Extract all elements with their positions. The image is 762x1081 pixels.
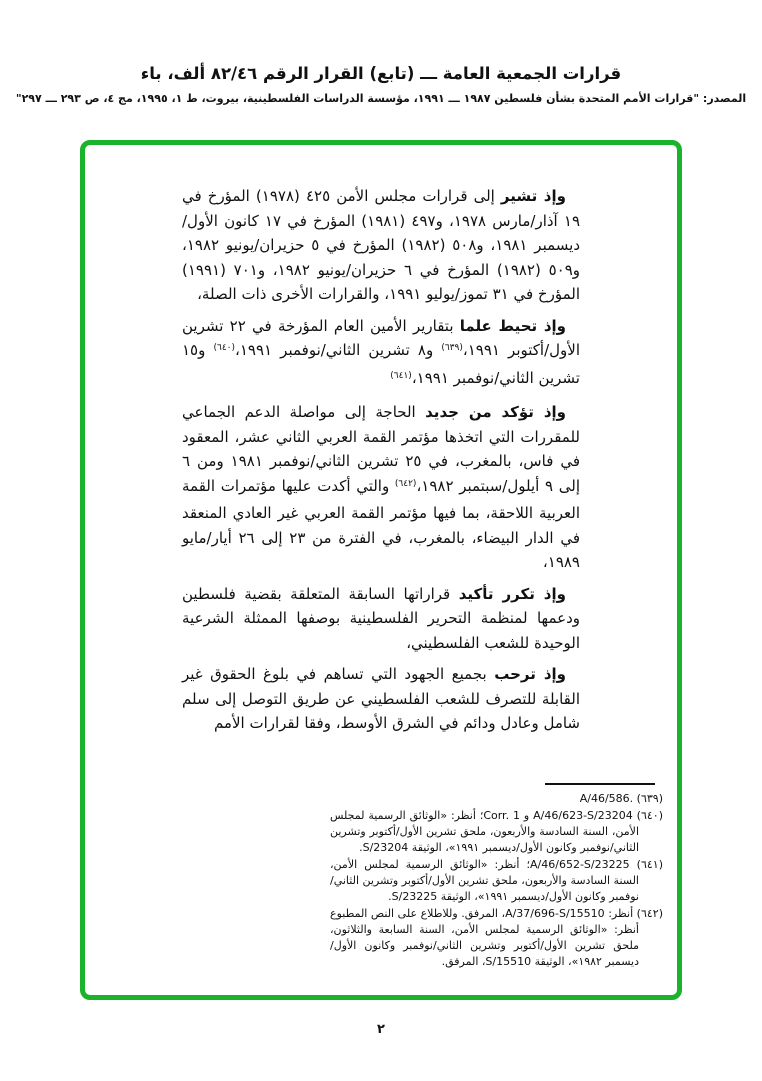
footnote-item: (٦٣٩) A/46/586. <box>579 792 663 805</box>
footnote-ref-marker: (٦٤٢) <box>394 478 417 489</box>
preamble-paragraph: وإذ تؤكد من جديد الحاجة إلى مواصلة الدعم الجماعي للمقررات التي اتخذها مؤتمر القمة العربي الثاني عشر، المعقود في فاس، بالمغرب، في ٢٥ تشرين الثاني/نوفمبر ١٩٨١ ومن ٦ إلى ٩ أيلول/سبتمبر ١٩٨٢،$^{(٦٤٢)}$ والتي أكدت عليها مؤتمرات القمة العربية اللاحقة، بما فيها مؤتمر القمة العربي غير العادي المنعقد في الدار البيضاء، بالمغرب، في الفترة من ٢٣ إلى ٢٦ أيار/مايو ١٩٨٩، <box>182 403 580 571</box>
footnote-item: (٦٤١) A/46/652-S/23225؛ أنظر: «الوثائق الرسمية لمجلس الأمن، السنة السادسة والأربعون، ملحق تشرين الأول/أكتوبر وتشرين الثاني/نوفمبر وكانون الأول/ديسمبر ١٩٩١»، الوثيقة S/23225. <box>330 858 663 903</box>
footnote-item: (٦٤٢) أنظر: A/37/696-S/15510، المرفق. وللاطلاع على النص المطبوع أنظر: «الوثائق الرسمية لمجلس الأمن، السنة السابعة والثلاثون، ملحق تشرين الأول/أكتوبر وتشرين الثاني/نوفمبر وكانون الأول/ديسمبر ١٩٨٢»، الوثيقة S/15510، المرفق. <box>330 907 663 968</box>
preamble-paragraph: وإذ تكرر تأكيد قراراتها السابقة المتعلقة بقضية فلسطين ودعمها لمنظمة التحرير الفلسطينية بوصفها الممثلة الشرعية الوحيدة للشعب الفلسطيني، <box>182 584 580 652</box>
footnote-ref-marker: (٦٣٩) <box>441 343 463 353</box>
footnote-separator <box>545 783 655 785</box>
resolution-preamble <box>182 184 580 743</box>
footnotes <box>330 791 663 971</box>
preamble-paragraph: وإذ ترحب بجميع الجهود التي تساهم في بلوغ الحقوق غير القابلة للتصرف للشعب الفلسطيني عن طريق التوصل إلى سلم شامل وعادل ودائم في الشرق الأوسط، وفقا لقرارات الأمم <box>182 665 580 732</box>
document-title: قرارات الجمعية العامة ـــ (تابع) القرار الرقم ٨٢/٤٦ ألف، باء <box>140 64 622 83</box>
source-line: المصدر: "قرارات الأمم المتحدة بشأن فلسطين ١٩٨٧ ـــ ١٩٩١، مؤسسة الدراسات الفلسطينية، بيروت، ط ١، ١٩٩٥، مج ٤، ص ٢٩٣ ـــ ٢٩٧" <box>15 92 747 105</box>
footnote-item: (٦٤٠) A/46/623-S/23204 و Corr. 1؛ أنظر: «الوثائق الرسمية لمجلس الأمن، السنة السادسة والأربعون، ملحق تشرين الأول/أكتوبر وتشرين الثاني/نوفمبر وكانون الأول/ديسمبر ١٩٩١»، الوثيقة S/23204. <box>330 809 663 854</box>
page-number: ٢ <box>377 1022 385 1037</box>
preamble-paragraph: وإذ تحيط علما بتقارير الأمين العام المؤرخة في ٢٢ تشرين الأول/أكتوبر ١٩٩١،$^{(٦٣٩)}$ و٨ تشرين الثاني/نوفمبر ١٩٩١،$^{(٦٤٠)}$ و١٥ تشرين الثاني/نوفمبر ١٩٩١،$^{(٦٤١)}$ <box>182 316 580 387</box>
preamble-paragraph: وإذ تشير إلى قرارات مجلس الأمن ٤٢٥ (١٩٧٨) المؤرخ في ١٩ آذار/مارس ١٩٧٨، و٤٩٧ (١٩٨١) المؤرخ في ١٧ كانون الأول/ديسمبر ١٩٨١، و٥٠٨ (١٩٨٢) المؤرخ في ٥ حزيران/يونيو ١٩٨٢، و٥٠٩ (١٩٨٢) المؤرخ في ٦ حزيران/يونيو ١٩٨٢، و٧٠١ (١٩٩١) المؤرخ في ٣١ تموز/يوليو ١٩٩١، والقرارات الأخرى ذات الصلة، <box>182 187 581 303</box>
footnote-ref-marker: (٦٤٠) <box>213 343 236 353</box>
page-header <box>0 64 762 105</box>
footnote-ref-marker: (٦٤١) <box>390 370 412 381</box>
